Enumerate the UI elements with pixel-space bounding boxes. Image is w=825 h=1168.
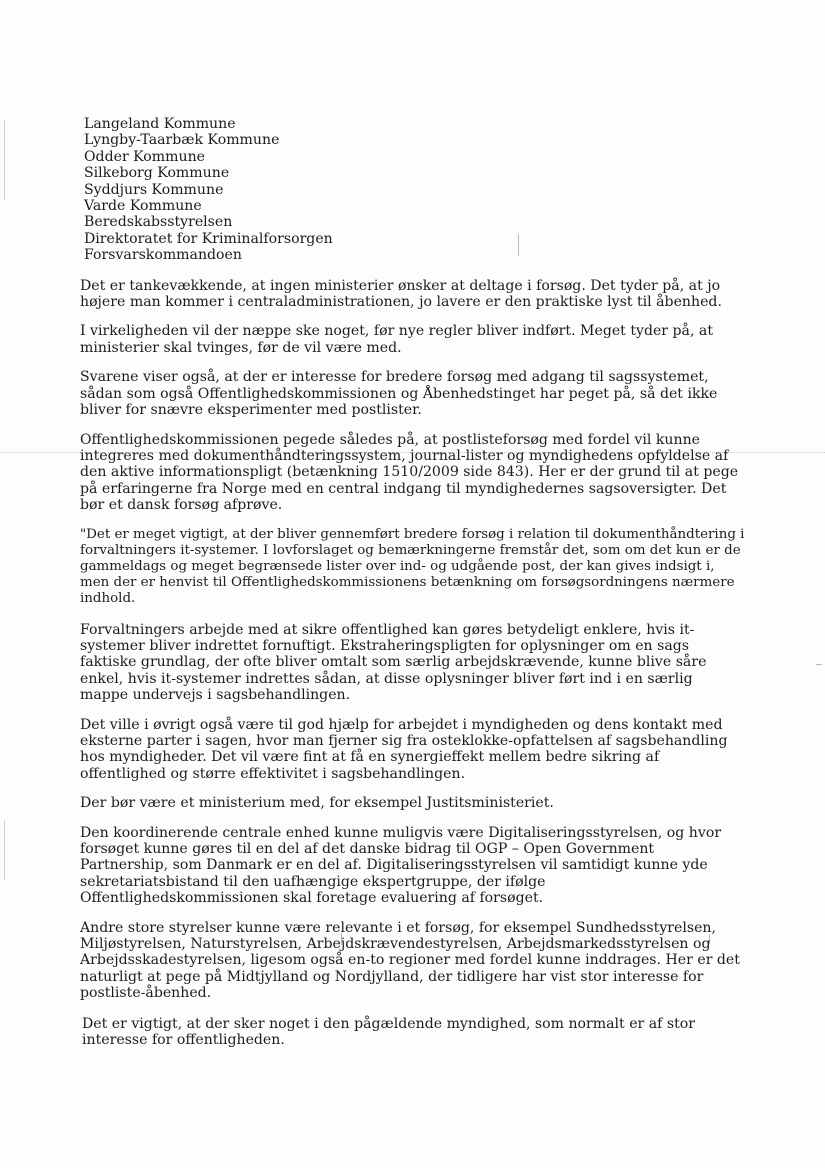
paragraph: Svarene viser også, at der er interesse for bredere forsøg med adgang til sagssystemet, sådan som også Offentlighedskommissionen og Åbenhedstinget har peget på, så det ikke bliver for snævre eksperimenter med postlister. xyxy=(80,369,718,419)
paragraph: Der bør være et ministerium med, for eksempel Justitsministeriet. xyxy=(80,795,554,812)
paragraph: Den koordinerende centrale enhed kunne muligvis være Digitaliseringsstyrelsen, og hvor forsøget kunne gøres til en del af det danske bidrag til OGP – Open Government Partnership, som Danmark er en del af. Digitaliseringsstyrelsen vil samtidigt kunne yde sekretariatsbistand til den uafhængige ekspertgruppe, der ifølge Offentlighedskommissionen skal foretage evaluering af forsøget. xyxy=(80,824,722,907)
paragraph: Andre store styrelser kunne være relevante i et forsøg, for eksempel Sundhedsstyrelsen, Miljøstyrelsen, Naturstyrelsen, Arbejdskrævendestyrelsen, Arbejdsmarkedsstyrelsen og Arbejdsskadestyrelsen, ligesom også en-to regioner med fordel kunne inddrages. Her er det naturligt at pege på Midtjylland og Nordjylland, der tidligere har vist stor interesse for postliste-åbenhed. xyxy=(80,919,740,1002)
scan-edge-mark xyxy=(4,820,5,880)
scan-edge-mark xyxy=(4,120,5,200)
paragraph: Det er tankevækkende, at ingen ministerier ønsker at deltage i forsøg. Det tyder på, at jo højere man kommer i centraladministrationen, jo lavere er den praktiske lyst til åbenhed. xyxy=(80,277,722,311)
scan-edge-tick xyxy=(816,664,822,665)
recipient: Forsvarskommandoen xyxy=(84,247,242,264)
paragraph: Det er vigtigt, at der sker noget i den pågældende myndighed, som normalt er af stor interesse for offentligheden. xyxy=(82,1015,695,1049)
paragraph: Det ville i øvrigt også være til god hjælp for arbejdet i myndigheden og dens kontakt med eksterne parter i sagen, hvor man fjerner sig fra osteklokke-opfattelsen af sagsbehandling hos myndigheder. Det vil være fint at få en synergieffekt mellem bedre sikring af offentlighed og større effektivitet i sagsbehandlingen. xyxy=(80,716,728,782)
letter-body xyxy=(80,116,745,1048)
recipient: Odder Kommune xyxy=(84,148,206,165)
recipient: Lyngby-Taarbæk Kommune xyxy=(84,132,280,149)
recipient-list xyxy=(84,116,745,264)
recipient: Syddjurs Kommune xyxy=(84,181,224,198)
recipient: Silkeborg Kommune xyxy=(84,165,230,182)
recipient: Langeland Kommune xyxy=(84,116,236,132)
paragraph: Offentlighedskommissionen pegede således på, at postlisteforsøg med fordel vil kunne integreres med dokumenthåndteringssystem, journal-lister og myndighedens opfyldelse af den aktive informationspligt (betænkning 1510/2009 side 843). Her er der grund til at pege på erfaringerne fra Norge med en central indgang til myndighedernes sagsoversigter. Det bør et dansk forsøg afprøve. xyxy=(80,431,739,514)
recipient: Direktoratet for Kriminalforsorgen xyxy=(84,230,333,247)
quoted-paragraph: "Det er meget vigtigt, at der bliver gennemført bredere forsøg i relation til dokumenthåndtering i forvaltningers it-systemer. I lovforslaget og bemærkningerne fremstår det, som om det kun er de gammeldags og meget begrænsede lister over ind- og udgående post, der kan gives indsigt i, men der er henvist til Offentlighedskommissionens betænkning om forsøgsordningens nærmere indhold. xyxy=(80,526,745,606)
recipient: Beredskabsstyrelsen xyxy=(84,214,233,231)
paragraph: I virkeligheden vil der næppe ske noget, før nye regler bliver indført. Meget tyder på, at ministerier skal tvinges, før de vil være med. xyxy=(80,323,713,356)
recipient: Varde Kommune xyxy=(84,198,202,215)
paragraph: Forvaltningers arbejde med at sikre offentlighed kan gøres betydeligt enklere, hvis it-systemer bliver indrettet fornuftigt. Ekstraheringspligten for oplysninger om en sags faktiske grundlag, der ofte bliver omtalt som særlig arbejdskrævende, kunne blive såre enkel, hvis it-systemer indrettes sådan, at disse oplysninger bliver ført ind i en særlig mappe undervejs i sagsbehandlingen. xyxy=(80,621,707,704)
